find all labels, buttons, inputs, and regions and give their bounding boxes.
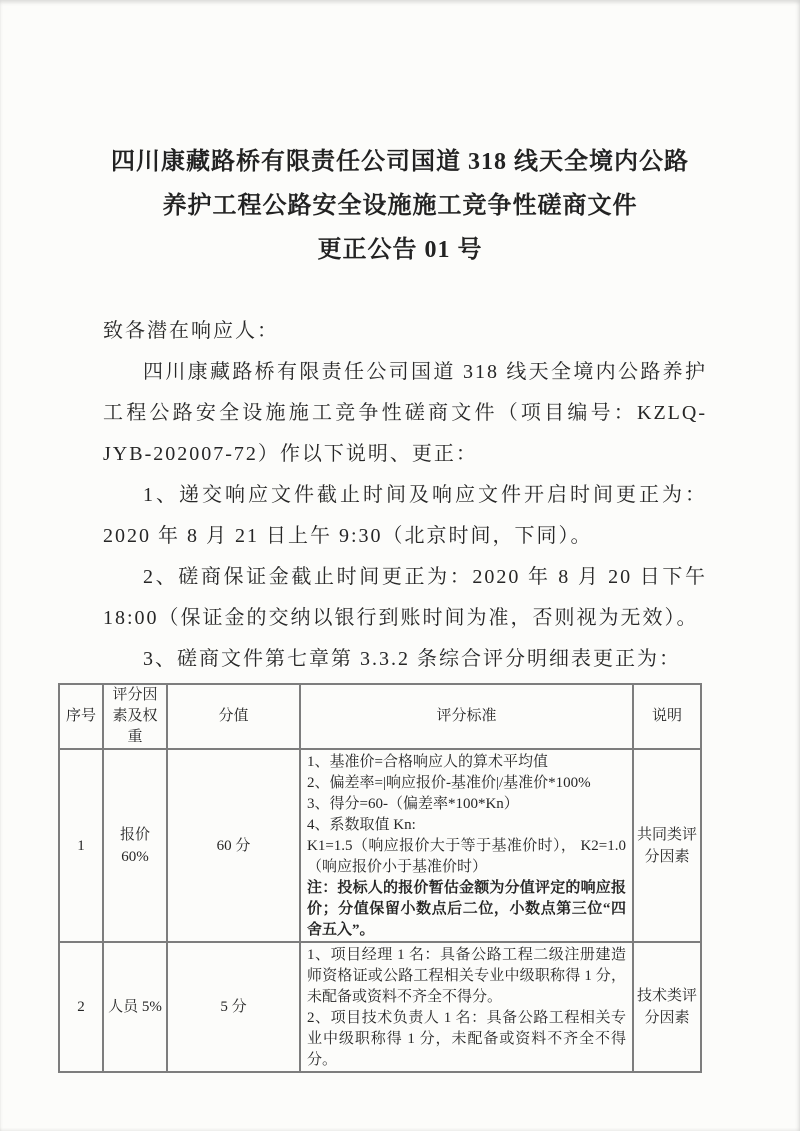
criteria-line: K1=1.5（响应报价大于等于基准价时）， K2=1.0（响应报价小于基准价时） bbox=[307, 838, 626, 875]
header-factor-weight: 评分因素及权重 bbox=[103, 684, 167, 749]
cell-seq-no: 2 bbox=[59, 942, 103, 1072]
criteria-line: 3、得分=60-（偏差率*100*Kn） bbox=[307, 796, 519, 812]
table-header-row bbox=[59, 684, 701, 749]
criteria-note: 注：投标人的报价暂估金额为分值评定的响应报价；分值保留小数点后二位，小数点第三位“四舍五入”。 bbox=[307, 880, 626, 938]
criteria-line: 2、偏差率=|响应报价-基准价|/基准价*100% bbox=[307, 775, 591, 791]
criteria-line: 1、项目经理 1 名：具备公路工程二级注册建造师资格证或公路工程相关专业中级职称得 1 分，未配备或资料不齐全不得分。 bbox=[307, 947, 626, 1005]
cell-score: 5 分 bbox=[167, 942, 300, 1072]
scoring-detail-table bbox=[58, 683, 702, 1073]
cell-factor: 人员 5% bbox=[103, 942, 167, 1072]
table-row-personnel bbox=[59, 942, 701, 1072]
paragraph-item-1: 1、递交响应文件截止时间及响应文件开启时间更正为：2020 年 8 月 21 日上午 9:30（北京时间，下同）。 bbox=[103, 484, 707, 547]
cell-factor: 报价 60% bbox=[103, 749, 167, 942]
cell-category: 共同类评分因素 bbox=[633, 749, 701, 942]
cell-category: 技术类评分因素 bbox=[633, 942, 701, 1072]
salutation: 致各潜在响应人： bbox=[103, 320, 279, 342]
header-score-value: 分值 bbox=[167, 684, 300, 749]
header-seq-no: 序号 bbox=[59, 684, 103, 749]
title-line-3: 更正公告 01 号 bbox=[317, 237, 483, 263]
criteria-line: 2、项目技术负责人 1 名：具备公路工程相关专业中级职称得 1 分，未配备或资料不齐全不得分。 bbox=[307, 1010, 626, 1068]
header-scoring-criteria: 评分标准 bbox=[300, 684, 633, 749]
paragraph-intro: 四川康藏路桥有限责任公司国道 318 线天全境内公路养护工程公路安全设施施工竞争性磋商文件（项目编号：KZLQ-JYB-202007-72）作以下说明、更正： bbox=[103, 361, 707, 465]
title-line-2: 养护工程公路安全设施施工竞争性磋商文件 bbox=[162, 193, 638, 219]
paragraph-item-2: 2、磋商保证金截止时间更正为：2020 年 8 月 20 日下午 18:00（保证金的交纳以银行到账时间为准，否则视为无效）。 bbox=[103, 566, 707, 629]
criteria-line: 1、基准价=合格响应人的算术平均值 bbox=[307, 754, 548, 770]
criteria-line: 4、系数取值 Kn: bbox=[307, 817, 416, 833]
cell-score: 60 分 bbox=[167, 749, 300, 942]
table-row-price bbox=[59, 749, 701, 942]
document-body bbox=[103, 311, 707, 680]
title-line-1: 四川康藏路桥有限责任公司国道 318 线天全境内公路 bbox=[111, 149, 689, 175]
document-title bbox=[0, 140, 800, 272]
cell-criteria bbox=[300, 942, 633, 1072]
cell-seq-no: 1 bbox=[59, 749, 103, 942]
cell-criteria bbox=[300, 749, 633, 942]
paragraph-item-3: 3、磋商文件第七章第 3.3.2 条综合评分明细表更正为： bbox=[143, 648, 681, 670]
header-remark: 说明 bbox=[633, 684, 701, 749]
